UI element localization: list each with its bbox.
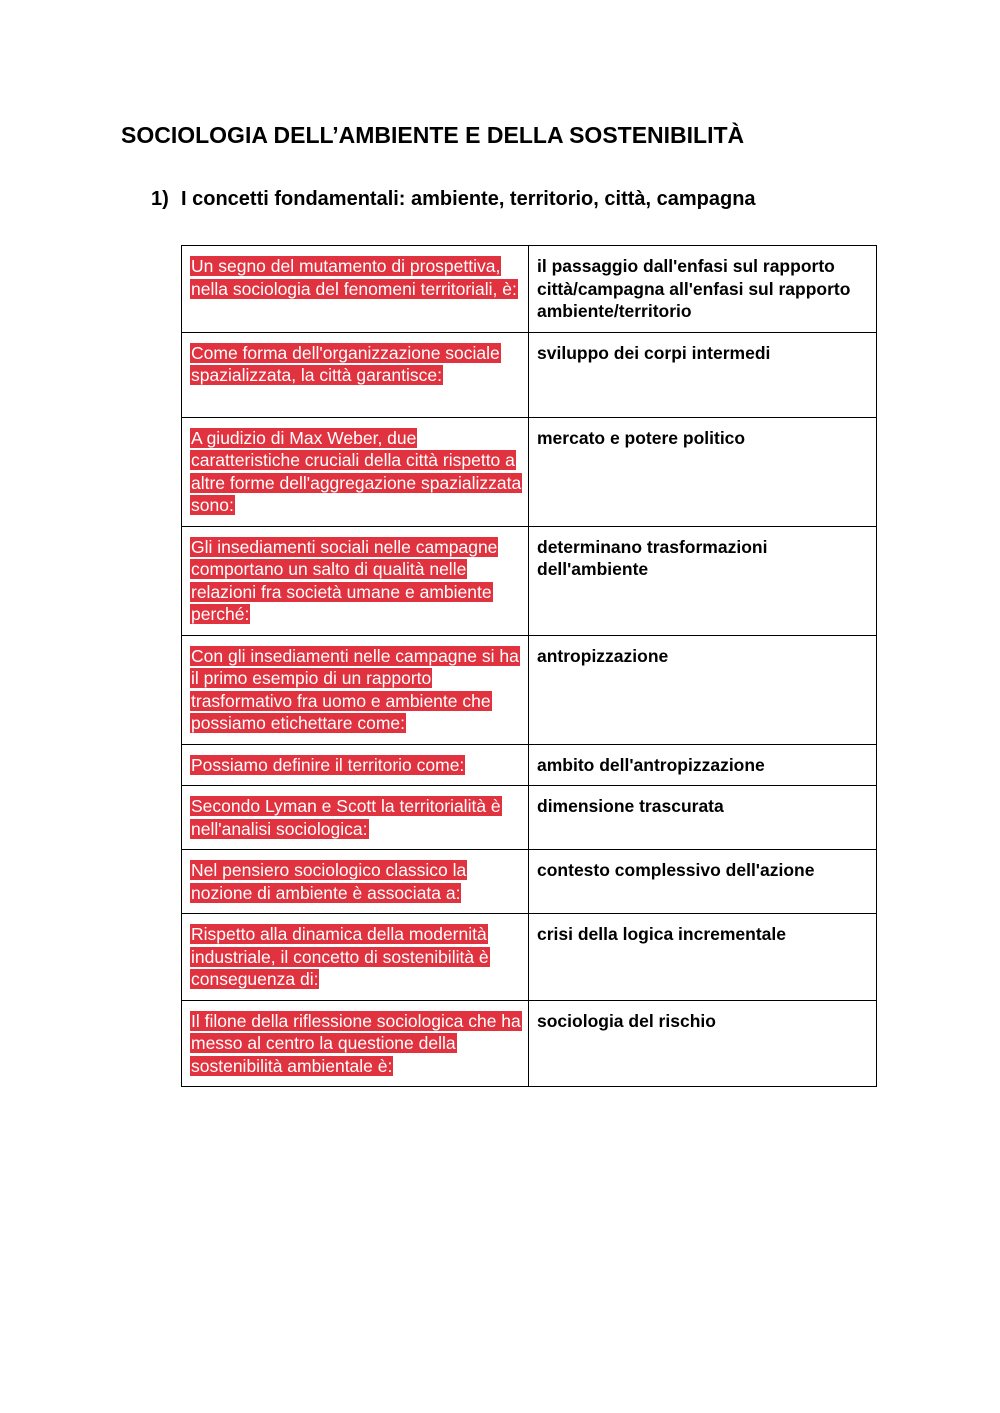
question-text-highlighted: Possiamo definire il territorio come: <box>191 754 465 775</box>
page-title: SOCIOLOGIA DELL’AMBIENTE E DELLA SOSTENIBILITÀ <box>121 122 745 148</box>
table-row <box>182 417 877 526</box>
section-number: 1) <box>151 188 169 210</box>
table-row <box>182 744 877 786</box>
question-cell <box>182 526 529 635</box>
answer-cell: dimensione trascurata <box>529 786 877 850</box>
table-row <box>182 850 877 914</box>
question-text-highlighted: Nel pensiero sociologico classico la nozione di ambiente è associata a: <box>191 860 467 903</box>
section-title: I concetti fondamentali: ambiente, territorio, città, campagna <box>181 188 756 210</box>
question-cell <box>182 246 529 333</box>
question-text-highlighted: Secondo Lyman e Scott la territorialità è nell'analisi sociologica: <box>191 796 501 839</box>
table-row <box>182 246 877 333</box>
question-cell <box>182 744 529 786</box>
question-text-highlighted: A giudizio di Max Weber, due caratteristiche cruciali della città rispetto a altre forme dell'aggregazione spazializzata sono: <box>191 427 522 515</box>
answer-cell: sviluppo dei corpi intermedi <box>529 332 877 417</box>
answer-cell: determinano trasformazioni dell'ambiente <box>529 526 877 635</box>
table-row <box>182 332 877 417</box>
answer-cell: sociologia del rischio <box>529 1000 877 1087</box>
table-row <box>182 635 877 744</box>
question-text-highlighted: Con gli insediamenti nelle campagne si ha il primo esempio di un rapporto trasformativo fra uomo e ambiente che possiamo etichettare come: <box>191 645 519 733</box>
answer-cell: mercato e potere politico <box>529 417 877 526</box>
question-cell <box>182 1000 529 1087</box>
answer-cell: il passaggio dall'enfasi sul rapporto città/campagna all'enfasi sul rapporto ambiente/territorio <box>529 246 877 333</box>
table-row <box>182 914 877 1001</box>
question-cell <box>182 850 529 914</box>
question-cell <box>182 417 529 526</box>
table-row <box>182 1000 877 1087</box>
question-answer-table <box>181 245 877 1087</box>
question-text-highlighted: Un segno del mutamento di prospettiva, nella sociologia del fenomeni territoriali, è: <box>191 256 517 299</box>
table-row <box>182 786 877 850</box>
question-cell <box>182 635 529 744</box>
answer-cell: crisi della logica incrementale <box>529 914 877 1001</box>
question-text-highlighted: Gli insediamenti sociali nelle campagne comportano un salto di qualità nelle relazioni fra società umane e ambiente perché: <box>191 536 498 624</box>
answer-cell: contesto complessivo dell'azione <box>529 850 877 914</box>
answer-cell: ambito dell'antropizzazione <box>529 744 877 786</box>
question-cell <box>182 914 529 1001</box>
question-text-highlighted: Come forma dell'organizzazione sociale spazializzata, la città garantisce: <box>191 342 500 385</box>
table-row <box>182 526 877 635</box>
question-cell <box>182 332 529 417</box>
section-heading <box>151 188 756 211</box>
question-cell <box>182 786 529 850</box>
answer-cell: antropizzazione <box>529 635 877 744</box>
question-text-highlighted: Il filone della riflessione sociologica che ha messo al centro la questione della sostenibilità ambientale è: <box>191 1010 521 1076</box>
question-text-highlighted: Rispetto alla dinamica della modernità industriale, il concetto di sostenibilità è conseguenza di: <box>191 924 489 989</box>
